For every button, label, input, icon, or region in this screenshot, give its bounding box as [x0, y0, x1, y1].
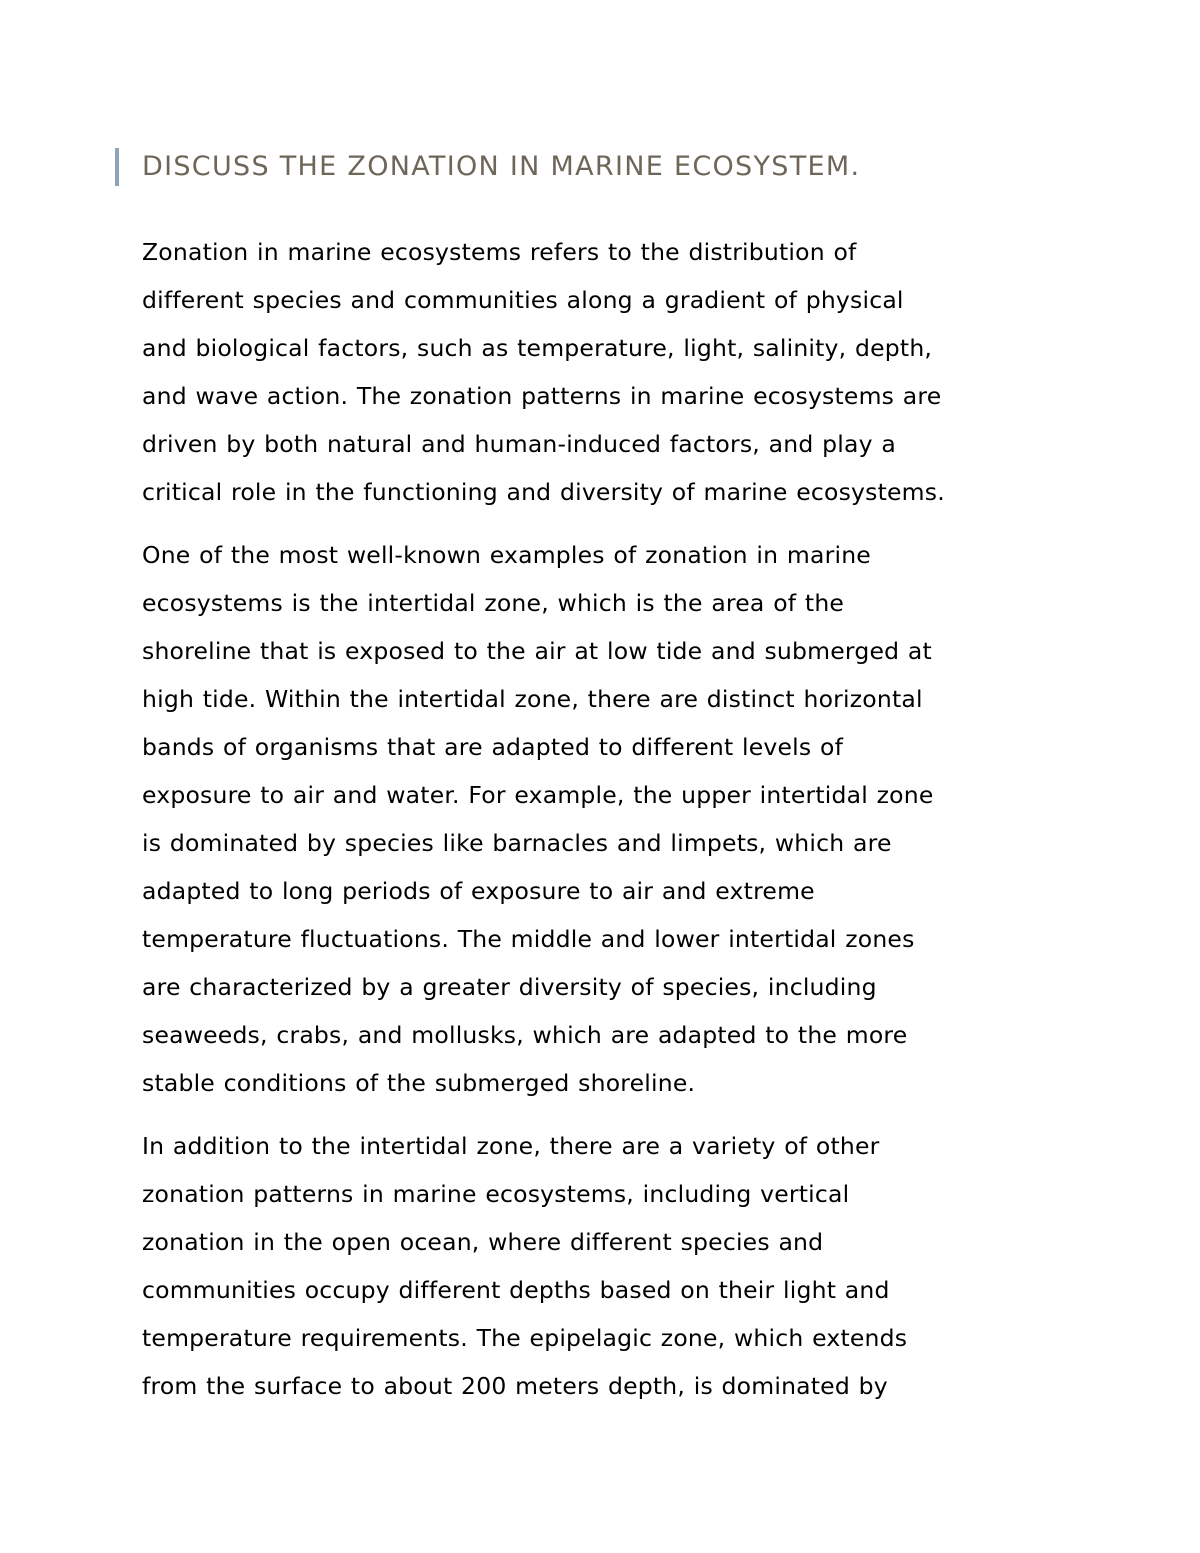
text-line: shoreline that is exposed to the air at low tide and submerged at — [142, 637, 932, 665]
text-line: are characterized by a greater diversity of species, including — [142, 973, 877, 1001]
text-line: zonation in the open ocean, where different species and — [142, 1228, 824, 1256]
text-line: In addition to the intertidal zone, there are a variety of other — [142, 1132, 880, 1160]
text-line: bands of organisms that are adapted to different levels of — [142, 733, 844, 761]
heading-accent-bar — [115, 148, 119, 186]
paragraph-intertidal — [142, 531, 1077, 1107]
text-line: temperature requirements. The epipelagic zone, which extends — [142, 1324, 908, 1352]
text-line: temperature fluctuations. The middle and lower intertidal zones — [142, 925, 915, 953]
text-line: Zonation in marine ecosystems refers to the distribution of — [142, 238, 857, 266]
text-line: zonation patterns in marine ecosystems, including vertical — [142, 1180, 850, 1208]
text-line: communities occupy different depths based on their light and — [142, 1276, 890, 1304]
text-line: and wave action. The zonation patterns in marine ecosystems are — [142, 382, 942, 410]
text-line: high tide. Within the intertidal zone, there are distinct horizontal — [142, 685, 923, 713]
paragraph-vertical-zonation — [142, 1122, 1077, 1410]
document-body — [142, 228, 1077, 1425]
paragraph-intro — [142, 228, 1077, 516]
text-line: is dominated by species like barnacles and limpets, which are — [142, 829, 892, 857]
text-line: and biological factors, such as temperature, light, salinity, depth, — [142, 334, 933, 362]
text-line: stable conditions of the submerged shoreline. — [142, 1069, 696, 1097]
text-line: seaweeds, crabs, and mollusks, which are adapted to the more — [142, 1021, 908, 1049]
text-line: different species and communities along a gradient of physical — [142, 286, 904, 314]
text-line: from the surface to about 200 meters depth, is dominated by — [142, 1372, 888, 1400]
text-line: ecosystems is the intertidal zone, which is the area of the — [142, 589, 845, 617]
document-heading: DISCUSS THE ZONATION IN MARINE ECOSYSTEM. — [142, 151, 861, 182]
text-line: One of the most well-known examples of zonation in marine — [142, 541, 871, 569]
text-line: exposure to air and water. For example, the upper intertidal zone — [142, 781, 934, 809]
text-line: driven by both natural and human-induced factors, and play a — [142, 430, 896, 458]
text-line: adapted to long periods of exposure to air and extreme — [142, 877, 815, 905]
text-line: critical role in the functioning and diversity of marine ecosystems. — [142, 478, 945, 506]
